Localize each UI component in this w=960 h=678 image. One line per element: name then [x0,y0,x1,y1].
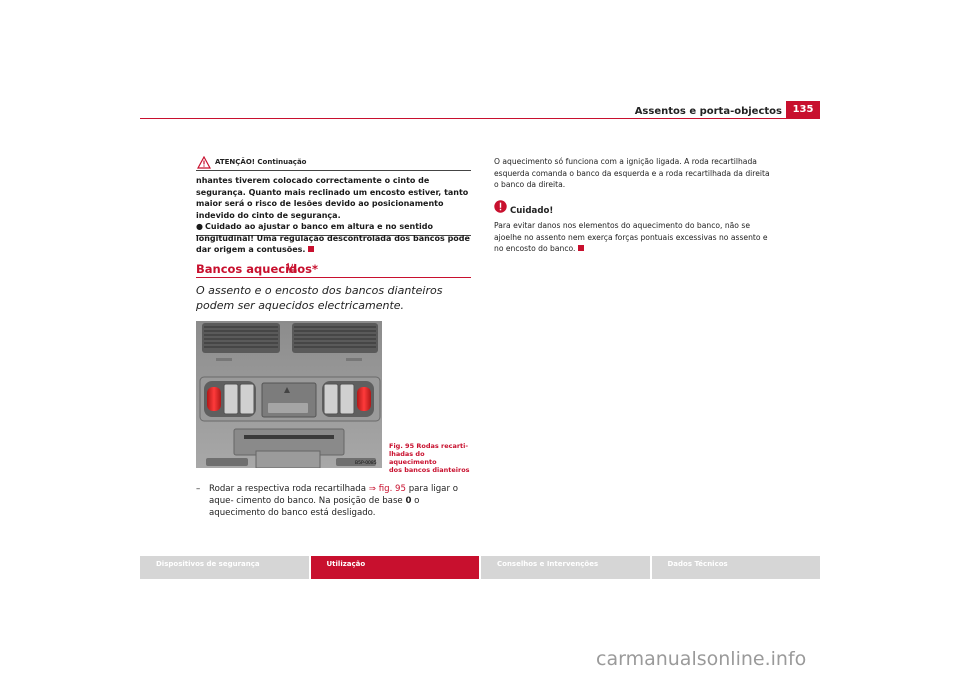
step-dash: – [196,484,201,494]
header-rule [140,118,820,119]
caution-exclamation-icon [494,200,507,213]
figure-reference-link[interactable]: ⇒ fig. 95 [368,484,406,494]
figure-code: B5P-0085 [355,461,377,466]
warning-header [196,156,471,171]
warning-triangle-icon [197,156,211,169]
warning-paragraph-1: nhantes tiverem colocado correctamente o cinto de segurança. Quanto mais reclinado um encosto estiver, tanto maior será o risco de lesões devido ao posicionamento indevido do cinto de segurança. [196,176,469,220]
instruction-step [196,483,478,519]
section-intro: O assento e o encosto dos bancos dianteiros podem ser aquecidos electricamente. [196,284,443,312]
step-text [196,483,478,519]
warning-body [196,171,471,256]
figure-caption-line-2: lhadas do aquecimento [389,450,437,466]
bullet-icon: ● [196,222,203,231]
footer-tab-usage[interactable]: Utilização [311,556,480,579]
right-paragraph: O aquecimento só funciona com a ignição ligada. A roda recartilhada esquerda comanda o banco da esquerda e a roda recartilhada da direita o banco da direita. [494,157,770,189]
page-number: 135 [786,101,820,119]
footer-tab-safety[interactable]: Dispositivos de segurança [140,556,309,579]
end-mark-icon [308,246,314,252]
footer-tab-tips[interactable]: Conselhos e Intervenções [481,556,650,579]
caution-text: Para evitar danos nos elementos do aquecimento do banco, não se ajoelhe no assento nem exerça forças pontuais excessivas no assento e no encosto do banco. [494,221,768,253]
page-header-title: Assentos e porta-objectos [634,106,782,117]
step-text-mid: para ligar o aque- cimento do banco. Na posição de base [209,484,458,506]
footer-tabs [140,556,820,579]
watermark-text: carmanualsonline.info [596,648,807,670]
seat-heating-icon [285,261,299,275]
section-title: Bancos aquecidos* [196,262,319,276]
warning-paragraph-2 [196,221,471,256]
caution-title: Cuidado! [510,206,554,216]
caution-header [494,200,694,218]
step-text-after: o aquecimento do banco está desligado. [209,496,420,518]
figure-caption-line-3: dos bancos dianteiros [389,466,470,474]
warning-label: ATENÇÃO! Continuação [215,158,307,166]
footer-tab-technical[interactable]: Dados Técnicos [652,556,821,579]
caution-text-block [494,220,776,255]
figure-caption-line-1: Fig. 95 Rodas recarti- [389,442,469,450]
step-text-before: Rodar a respectiva roda recartilhada [209,484,369,494]
figure-caption [389,442,471,474]
end-mark-icon [578,245,584,251]
step-bold-zero: 0 [405,496,412,506]
warning-box [196,156,471,254]
warning-paragraph-2-text: Cuidado ao ajustar o banco em altura e no sentido longitudinal! Uma regulação descontrolada dos bancos pode dar origem a contusões. [196,222,470,254]
section-rule [196,277,471,278]
figure-dashboard-photo [196,321,382,468]
